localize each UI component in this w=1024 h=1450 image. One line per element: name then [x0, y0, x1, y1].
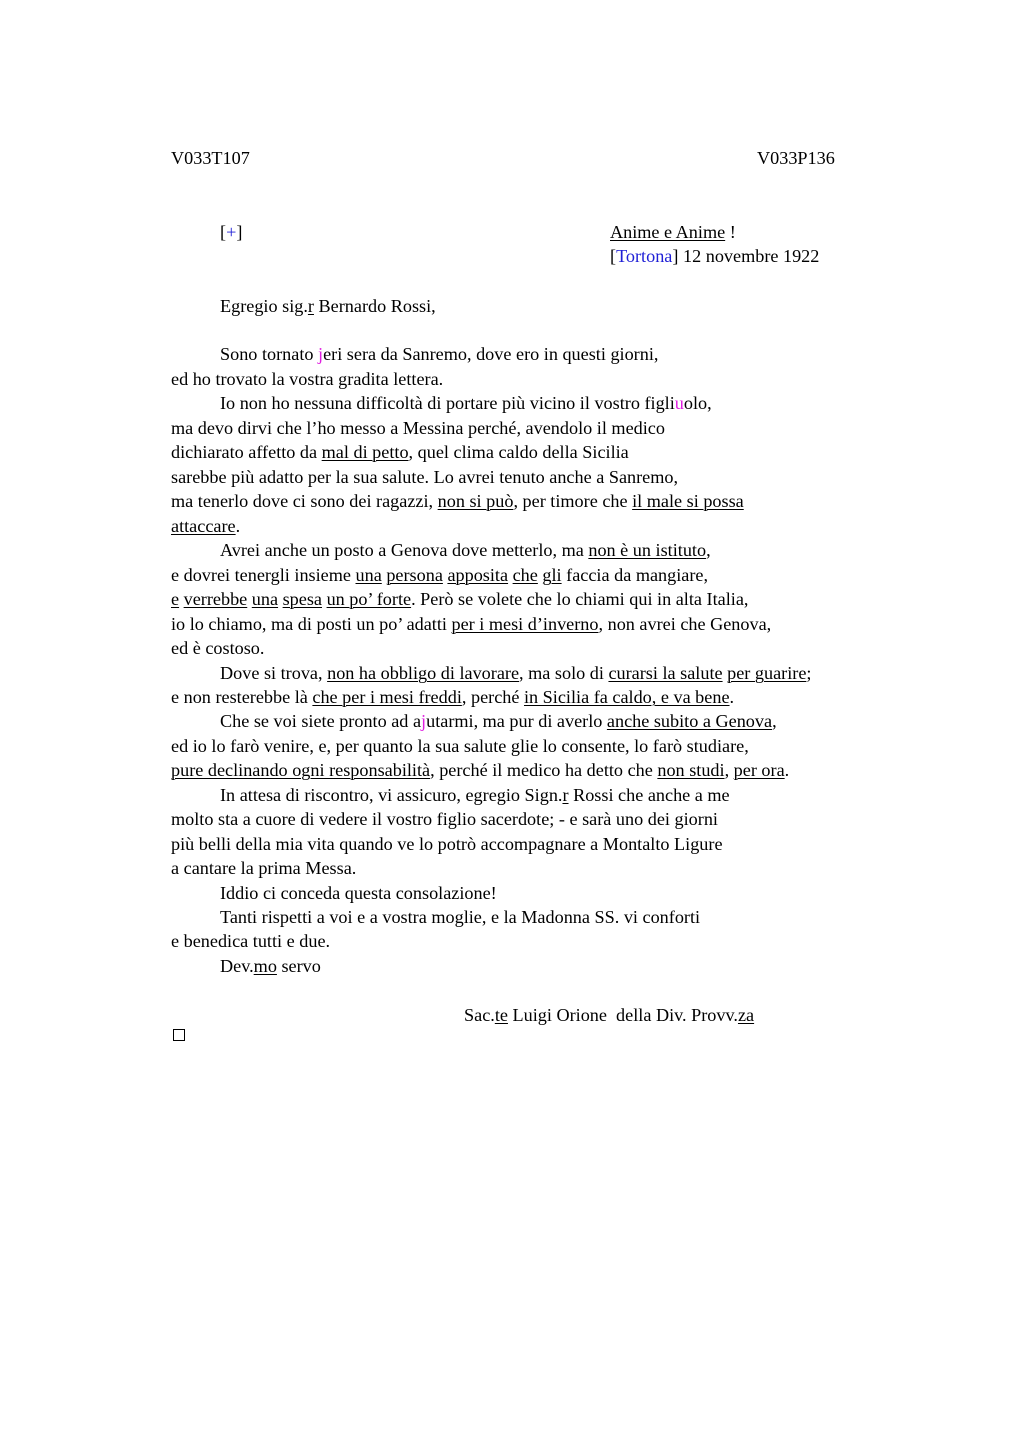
letter-line: ma tenerlo dove ci sono dei ragazzi, non si può, per timore che il male si possa: [171, 491, 744, 511]
letter-line: e dovrei tenergli insieme una persona apposita che gli faccia da mangiare,: [171, 565, 709, 585]
letter-line: ed è costoso.: [171, 638, 265, 658]
letter-line: Dove si trova, non ha obbligo di lavorare, ma solo di curarsi la salute per guarire;: [220, 663, 812, 683]
plus-icon: +: [226, 222, 237, 242]
letter-line: e verrebbe una spesa un po’ forte. Però se volete che lo chiami qui in alta Italia,: [171, 589, 749, 609]
letter-line: Che se voi siete pronto ad ajutarmi, ma pur di averlo anche subito a Genova,: [220, 711, 777, 731]
letter-line: Iddio ci conceda questa consolazione!: [220, 883, 497, 903]
letter-line: Avrei anche un posto a Genova dove metterlo, ma non è un istituto,: [220, 540, 711, 560]
closing: Dev.mo servo: [220, 956, 321, 976]
letter-line: e benedica tutti e due.: [171, 931, 331, 951]
plus-marker: [+]: [220, 222, 243, 242]
letter-line: Io non ho nessuna difficoltà di portare più vicino il vostro figliuolo,: [220, 393, 712, 413]
letter-line: molto sta a cuore di vedere il vostro figlio sacerdote; - e sarà uno dei giorni: [171, 809, 718, 829]
salutation: Egregio sig.r Bernardo Rossi,: [220, 296, 436, 316]
header-left-code: V033T107: [171, 148, 250, 168]
letter-line: e non resterebbe là che per i mesi freddi, perché in Sicilia fa caldo, e va bene.: [171, 687, 735, 707]
header-right-code: V033P136: [757, 148, 835, 168]
letter-line: a cantare la prima Messa.: [171, 858, 357, 878]
letter-line: Sono tornato jeri sera da Sanremo, dove ero in questi giorni,: [220, 344, 659, 364]
letter-line: Tanti rispetti a voi e a vostra moglie, e la Madonna SS. vi conforti: [220, 907, 701, 927]
signature: Sac.te Luigi Orione della Div. Provv.za: [464, 1005, 755, 1025]
letter-line: sarebbe più adatto per la sua salute. Lo avrei tenuto anche a Sanremo,: [171, 467, 679, 487]
letter-line: attaccare.: [171, 516, 241, 536]
letter-line: ed io lo farò venire, e, per quanto la sua salute glie lo consente, lo farò studiare,: [171, 736, 749, 756]
letter-title: Anime e Anime !: [610, 222, 736, 242]
letter-line: pure declinando ogni responsabilità, perché il medico ha detto che non studi, per ora.: [171, 760, 790, 780]
letter-line: io lo chiamo, ma di posti un po’ adatti per i mesi d’inverno, non avrei che Genova,: [171, 614, 772, 634]
place-date: [Tortona] 12 novembre 1922: [610, 246, 820, 266]
letter-line: ed ho trovato la vostra gradita lettera.: [171, 369, 444, 389]
letter-line: dichiarato affetto da mal di petto, quel clima caldo della Sicilia: [171, 442, 629, 462]
square-icon: [173, 1029, 185, 1041]
letter-line: più belli della mia vita quando ve lo potrò accompagnare a Montalto Ligure: [171, 834, 723, 854]
letter-line: In attesa di riscontro, vi assicuro, egregio Sign.r Rossi che anche a me: [220, 785, 730, 805]
letter-line: ma devo dirvi che l’ho messo a Messina perché, avendolo il medico: [171, 418, 665, 438]
place-name: Tortona: [616, 246, 673, 266]
